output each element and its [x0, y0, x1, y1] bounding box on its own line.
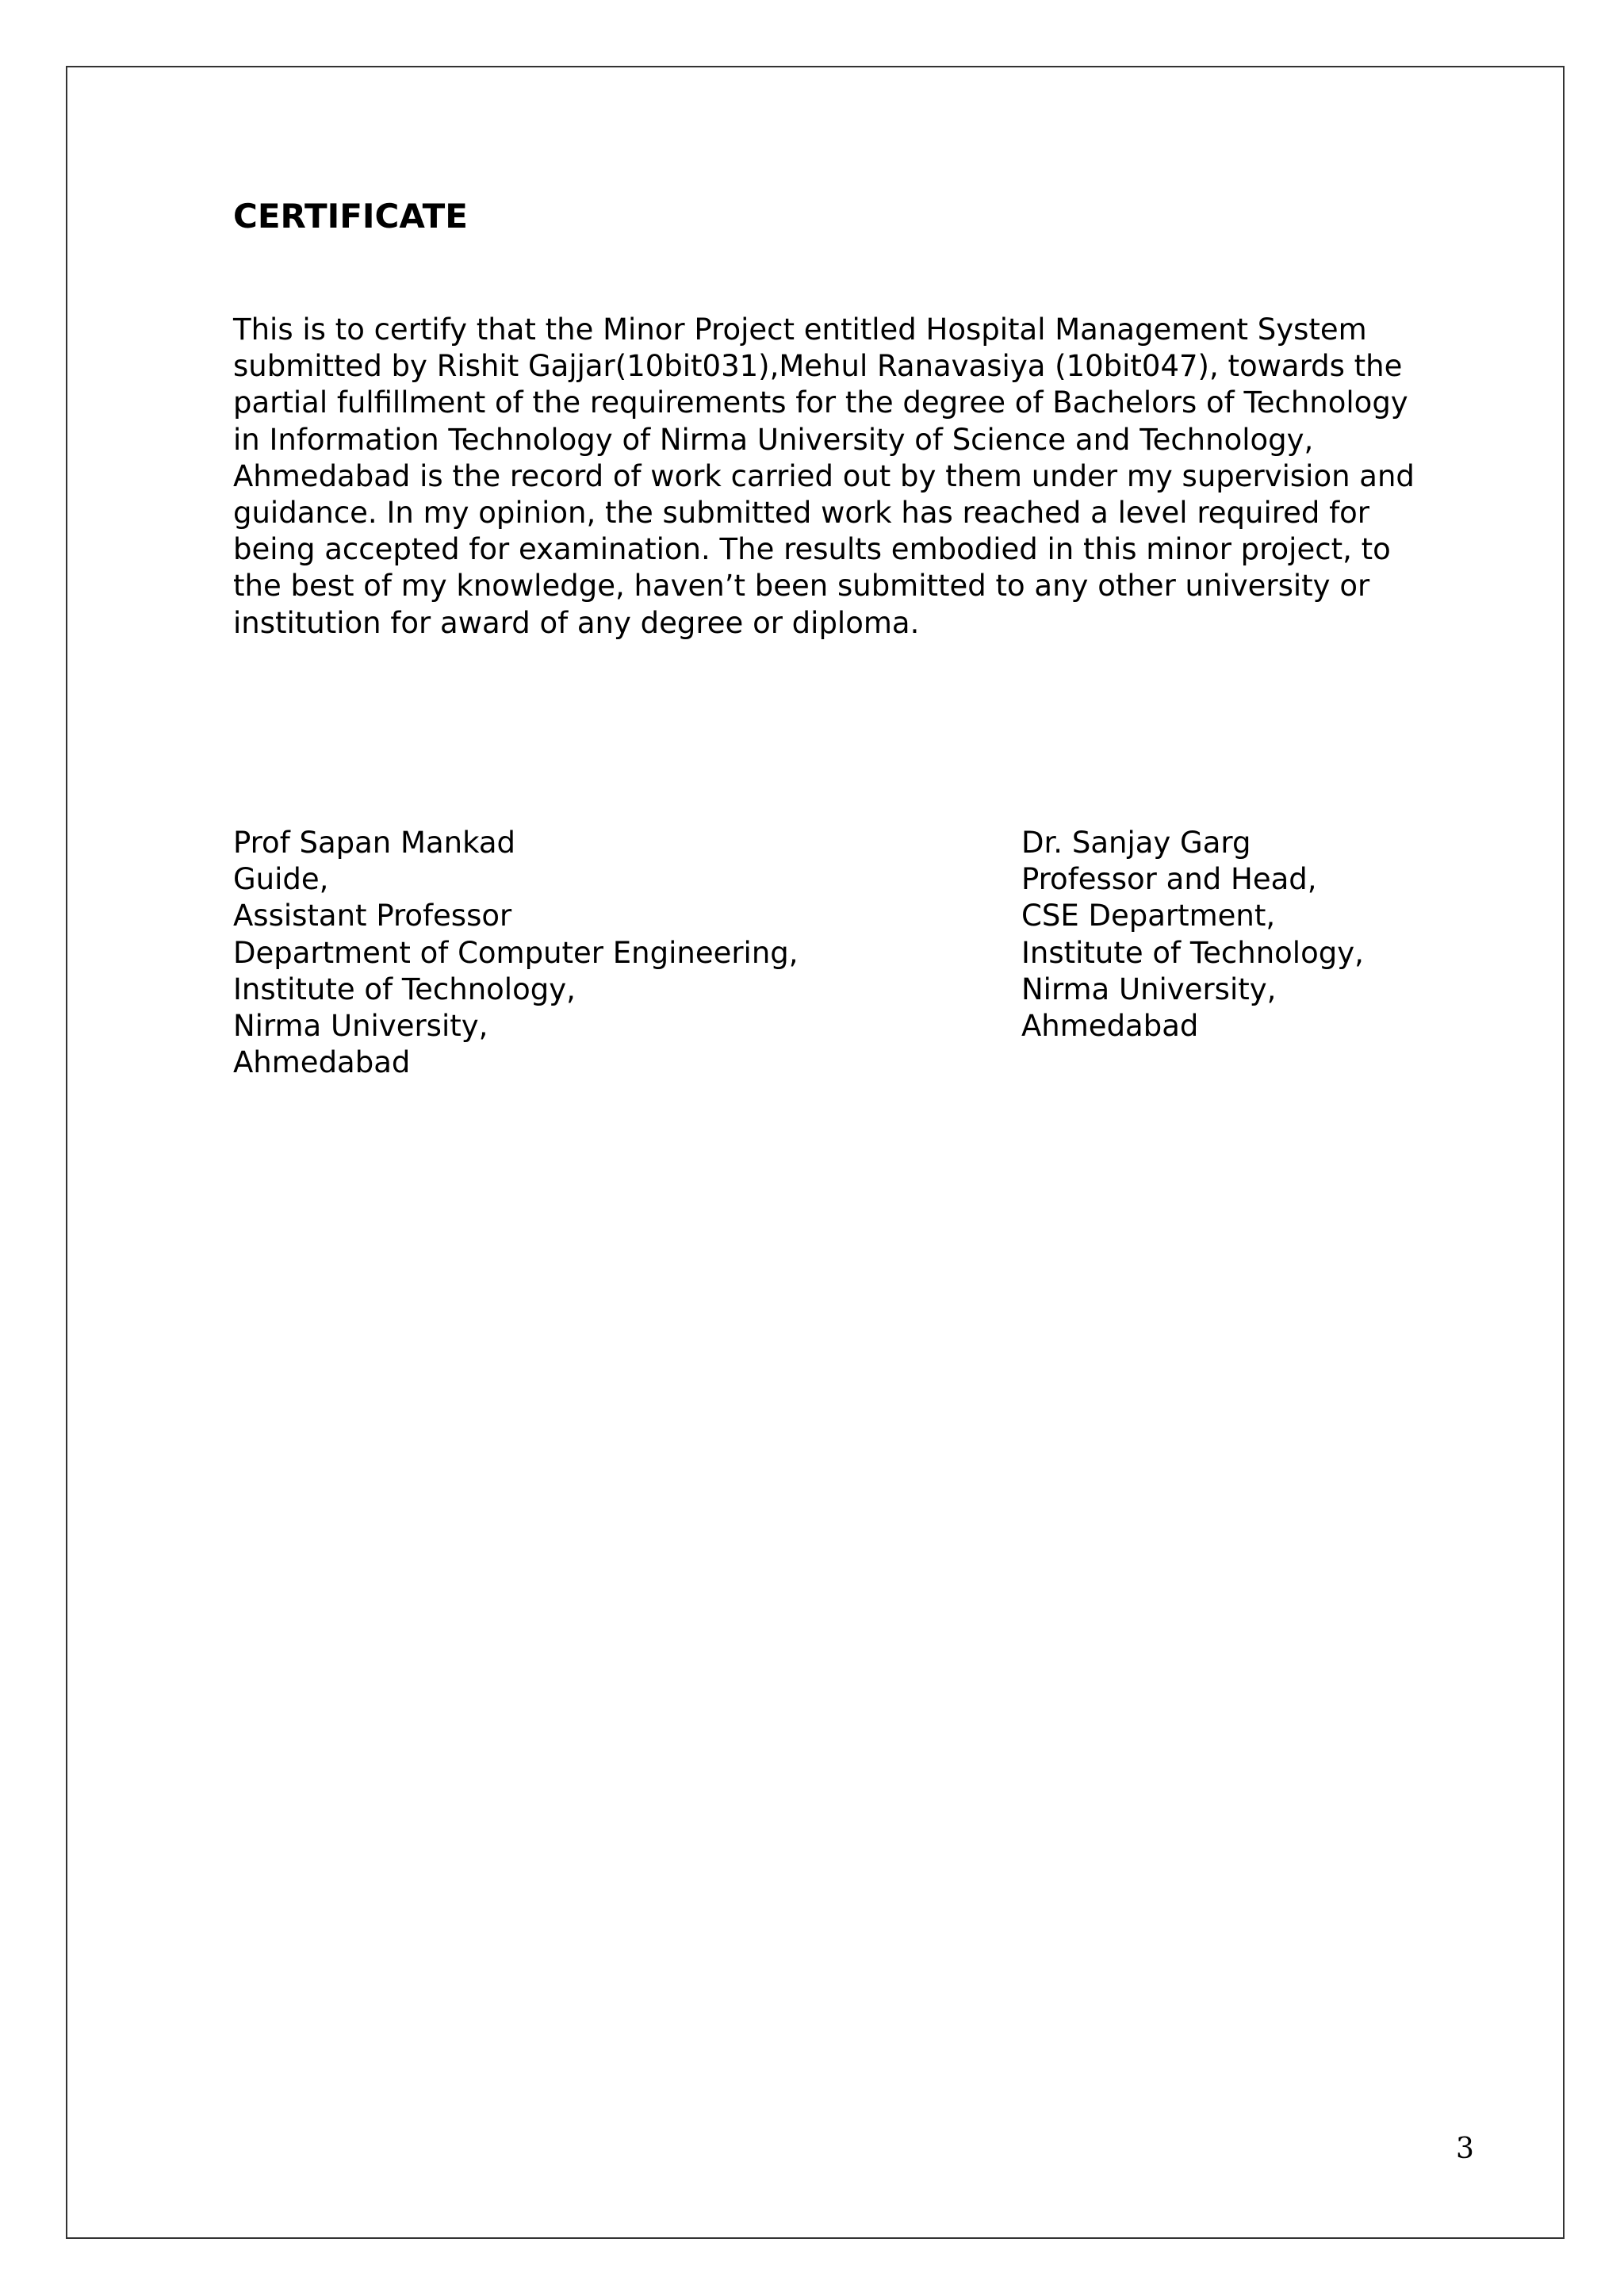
head-city: Ahmedabad	[1021, 1009, 1199, 1044]
guide-institute: Institute of Technology,	[233, 972, 576, 1006]
guide-city: Ahmedabad	[233, 1045, 411, 1080]
guide-department: Department of Computer Engineering,	[233, 935, 799, 970]
body-line: submitted by Rishit Gajjar(10bit031),Mehul Ranavasiya (10bit047), towards the	[233, 349, 1403, 384]
body-line: institution for award of any degree or diploma.	[233, 605, 920, 640]
body-line: This is to certify that the Minor Project entitled Hospital Management System	[233, 312, 1367, 347]
guide-role: Guide,	[233, 862, 329, 897]
body-line: being accepted for examination. The results embodied in this minor project, to	[233, 532, 1391, 567]
head-department: CSE Department,	[1021, 899, 1276, 933]
certificate-body	[233, 312, 1502, 642]
body-line: in Information Technology of Nirma University of Science and Technology,	[233, 422, 1314, 457]
body-line: Ahmedabad is the record of work carried out by them under my supervision and	[233, 458, 1415, 493]
body-line: the best of my knowledge, haven’t been submitted to any other university or	[233, 569, 1370, 604]
body-line: partial fulfillment of the requirements for the degree of Bachelors of Technology	[233, 385, 1408, 420]
guide-university: Nirma University,	[233, 1009, 488, 1044]
head-signature-block	[1021, 825, 1364, 1045]
page-number: 3	[1456, 2133, 1474, 2165]
head-institute: Institute of Technology,	[1021, 935, 1364, 970]
guide-designation: Assistant Professor	[233, 899, 512, 933]
guide-name: Prof Sapan Mankad	[233, 826, 515, 860]
head-name: Dr. Sanjay Garg	[1021, 826, 1251, 860]
body-line: guidance. In my opinion, the submitted work has reached a level required for	[233, 496, 1370, 531]
certificate-title: CERTIFICATE	[233, 197, 468, 236]
head-university: Nirma University,	[1021, 972, 1277, 1006]
guide-signature-block	[233, 825, 799, 1081]
head-designation: Professor and Head,	[1021, 862, 1317, 897]
